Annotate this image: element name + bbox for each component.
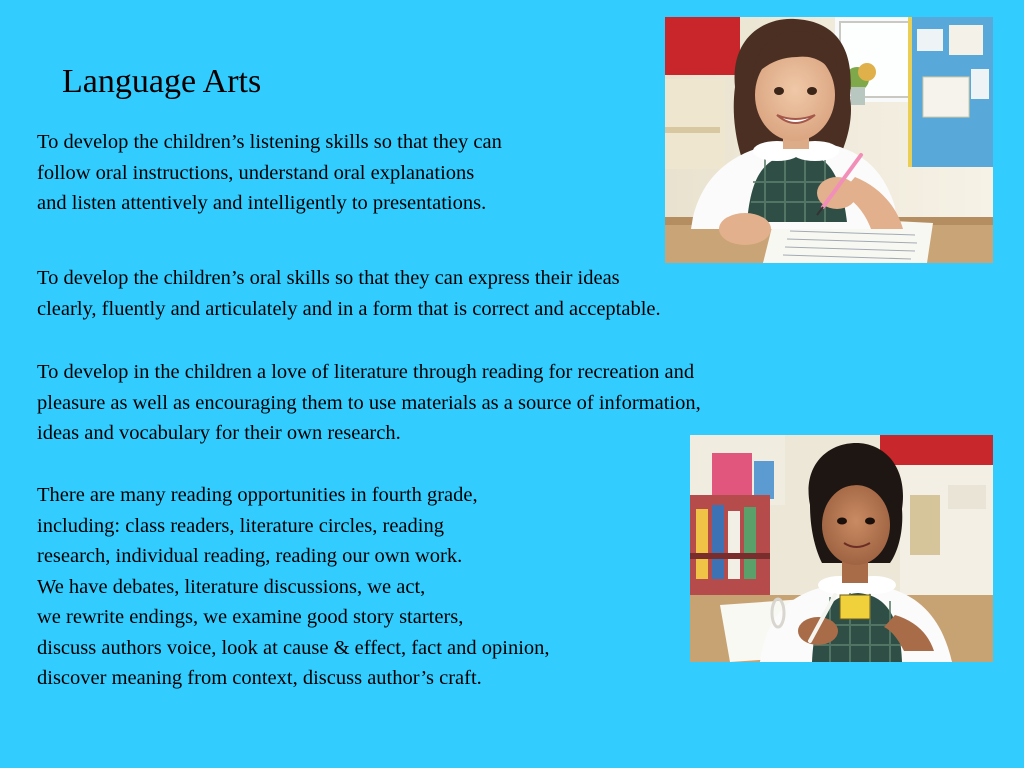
text-line: and listen attentively and intelligently to presentations. (37, 192, 487, 214)
text-line: We have debates, literature discussions, we act, (37, 575, 426, 598)
text-line: discuss authors voice, look at cause & effect, fact and opinion, (37, 636, 550, 659)
text-line: we rewrite endings, we examine good story starters, (37, 606, 464, 628)
photo-student-reading (690, 435, 993, 662)
text-line: follow oral instructions, understand oral explanations (37, 161, 475, 184)
text-line: pleasure as well as encouraging them to use materials as a source of information, (37, 391, 701, 414)
paragraph-love-of-literature (37, 357, 701, 449)
slide-title: Language Arts (62, 63, 262, 100)
text-line: There are many reading opportunities in fourth grade, (37, 484, 478, 506)
paragraph-reading-opportunities (37, 480, 550, 694)
text-line: To develop the children’s oral skills so that they can express their ideas (37, 267, 620, 289)
paragraph-listening-skills (37, 127, 502, 219)
photo-student-writing (665, 17, 993, 263)
text-line: discover meaning from context, discuss author’s craft. (37, 667, 482, 689)
text-line: To develop in the children a love of literature through reading for recreation and (37, 361, 695, 383)
text-line: including: class readers, literature circles, reading (37, 514, 444, 537)
text-line: research, individual reading, reading our own work. (37, 545, 463, 567)
paragraph-oral-skills (37, 263, 661, 324)
text-line: To develop the children’s listening skills so that they can (37, 131, 502, 153)
text-line: ideas and vocabulary for their own research. (37, 422, 401, 444)
text-line: clearly, fluently and articulately and in a form that is correct and acceptable. (37, 297, 661, 320)
